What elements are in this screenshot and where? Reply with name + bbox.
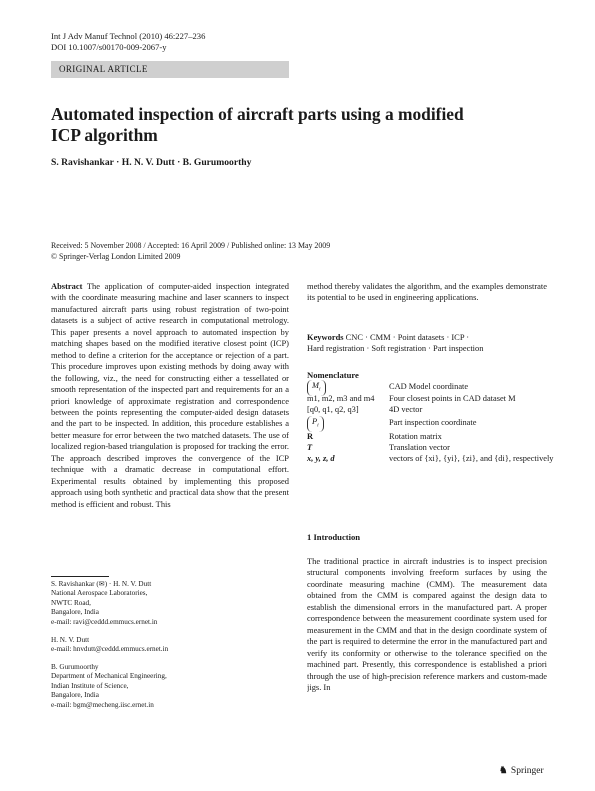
article-type-label: ORIGINAL ARTICLE	[59, 64, 148, 74]
abstract	[51, 281, 289, 569]
nomenclature-desc: vectors of {xi}, {yi}, {zi}, and {di}, respectively	[389, 454, 554, 463]
affiliation-1-email[interactable]: e-mail: ravi@ceddd.emmucs.ernet.in	[51, 617, 158, 626]
nomenclature-desc: CAD Model coordinate	[389, 382, 469, 391]
publisher-name: Springer	[510, 766, 544, 776]
publisher-logo	[499, 765, 544, 776]
springer-horse-icon: ♞	[499, 766, 508, 776]
affiliation-3	[51, 663, 291, 710]
nomenclature-symbol: $P_i$	[307, 416, 324, 432]
abstract-text: The application of computer-aided inspection integrated with the coordinate measuring machine and laser scanners to inspect manufactured aircraft parts using robust registration of two-point datasets is a subject of active research in computational metrology. This paper presents a novel approach to automated inspection by matching shapes based on the modified iterative closest point (ICP) method to define a criterion for the acceptance or rejection of a part. This procedure improves upon existing methods by doing away with the following, viz., the need for constructing either a tessellated or smooth representation of the inspected part and requirements for an a priori knowledge of approximate registration and correspondence between the points representing the computer-aided design datasets and the part to be inspected. In addition, this procedure establishes a better measure for error between the two matched datasets. The use of localized region-based triangulation is proposed for tracking the error. The approach described improves the convergence of the ICP technique with a dramatic decrease in computational effort. Experimental results obtained by implementing this proposed approach using both synthetic and practical data show that the present method is efficient and robust. This	[51, 281, 289, 509]
nomenclature	[307, 370, 554, 490]
nomenclature-symbol: [q0, q1, q2, q3]	[307, 405, 359, 414]
affiliation-2-name: H. N. V. Dutt	[51, 636, 90, 644]
publication-dates	[51, 241, 330, 262]
copyright: © Springer-Verlag London Limited 2009	[51, 251, 181, 261]
section-heading: 1 Introduction	[307, 532, 361, 542]
paper-title	[51, 104, 511, 146]
affiliation-3-line: Bangalore, India	[51, 691, 99, 700]
doi: DOI 10.1007/s00170-009-2067-y	[51, 42, 167, 52]
article-type-band	[51, 61, 289, 78]
title-line-2: ICP algorithm	[51, 125, 158, 145]
nomenclature-symbol: T	[307, 443, 313, 452]
affiliation-3-name: B. Gurumoorthy	[51, 663, 99, 671]
keywords	[307, 332, 547, 355]
nomenclature-symbol: R	[307, 432, 314, 441]
keywords-line-2: Hard registration · Soft registration · Part inspection	[307, 343, 484, 354]
affiliation-1-line: Bangalore, India	[51, 608, 99, 617]
affiliation-3-email[interactable]: e-mail: bgm@mecheng.iisc.ernet.in	[51, 700, 154, 709]
affiliation-1	[51, 580, 291, 627]
nomenclature-symbol: $M_i$	[307, 380, 326, 396]
journal-header	[51, 31, 205, 53]
nomenclature-desc: 4D vector	[389, 405, 423, 414]
affiliation-3-line: Indian Institute of Science,	[51, 681, 129, 690]
journal-citation: Int J Adv Manuf Technol (2010) 46:227–236	[51, 31, 206, 41]
nomenclature-desc: Translation vector	[389, 443, 450, 452]
abstract-heading: Abstract	[51, 281, 83, 291]
abstract-continuation: method thereby validates the algorithm, and the examples demonstrate its potential to be used in engineering applications.	[307, 281, 547, 303]
introduction-text: The traditional practice in aircraft industries is to inspect precision structural components involving freeform surfaces by using the coordinate measuring machine (CMM). The measurement data obtained from the CMM is compared against the design data to establish the dimensional errors in the manufactured part. A proper correspondence between the measurement coordinate system used for measurement in the CMM and that in the design coordinate system of the part is required to determine the error in the manufactured part and verify its conformity or otherwise to the tolerance specified on the machined part. Presently, this correspondence is established a priori through the use of high-precision reference markers and custom-made jigs. In	[307, 556, 547, 692]
nomenclature-desc: Four closest points in CAD dataset M	[389, 394, 516, 403]
affiliation-1-names: S. Ravishankar (✉) · H. N. V. Dutt	[51, 580, 152, 588]
keywords-line-1: CNC · CMM · Point datasets · ICP ·	[345, 332, 470, 342]
footnote-rule	[51, 576, 109, 577]
title-line-1: Automated inspection of aircraft parts using a modified	[51, 104, 464, 124]
keywords-heading: Keywords	[307, 332, 344, 342]
received-line: Received: 5 November 2008 / Accepted: 16 April 2009 / Published online: 13 May 2009	[51, 241, 331, 250]
affiliation-2	[51, 636, 291, 655]
nomenclature-symbol: x, y, z, d	[307, 454, 335, 463]
nomenclature-desc: Rotation matrix	[389, 432, 442, 441]
affiliation-2-email[interactable]: e-mail: hnvdutt@ceddd.emmucs.ernet.in	[51, 645, 169, 654]
affiliation-1-line: NWTC Road,	[51, 598, 91, 607]
nomenclature-desc: Part inspection coordinate	[389, 418, 477, 427]
affiliation-1-line: National Aerospace Laboratories,	[51, 589, 148, 598]
affiliation-3-line: Department of Mechanical Engineering,	[51, 672, 167, 681]
nomenclature-symbol: m1, m2, m3 and m4	[307, 394, 375, 403]
authors: S. Ravishankar · H. N. V. Dutt · B. Gurumoorthy	[51, 157, 252, 168]
nomenclature-heading: Nomenclature	[307, 370, 359, 380]
